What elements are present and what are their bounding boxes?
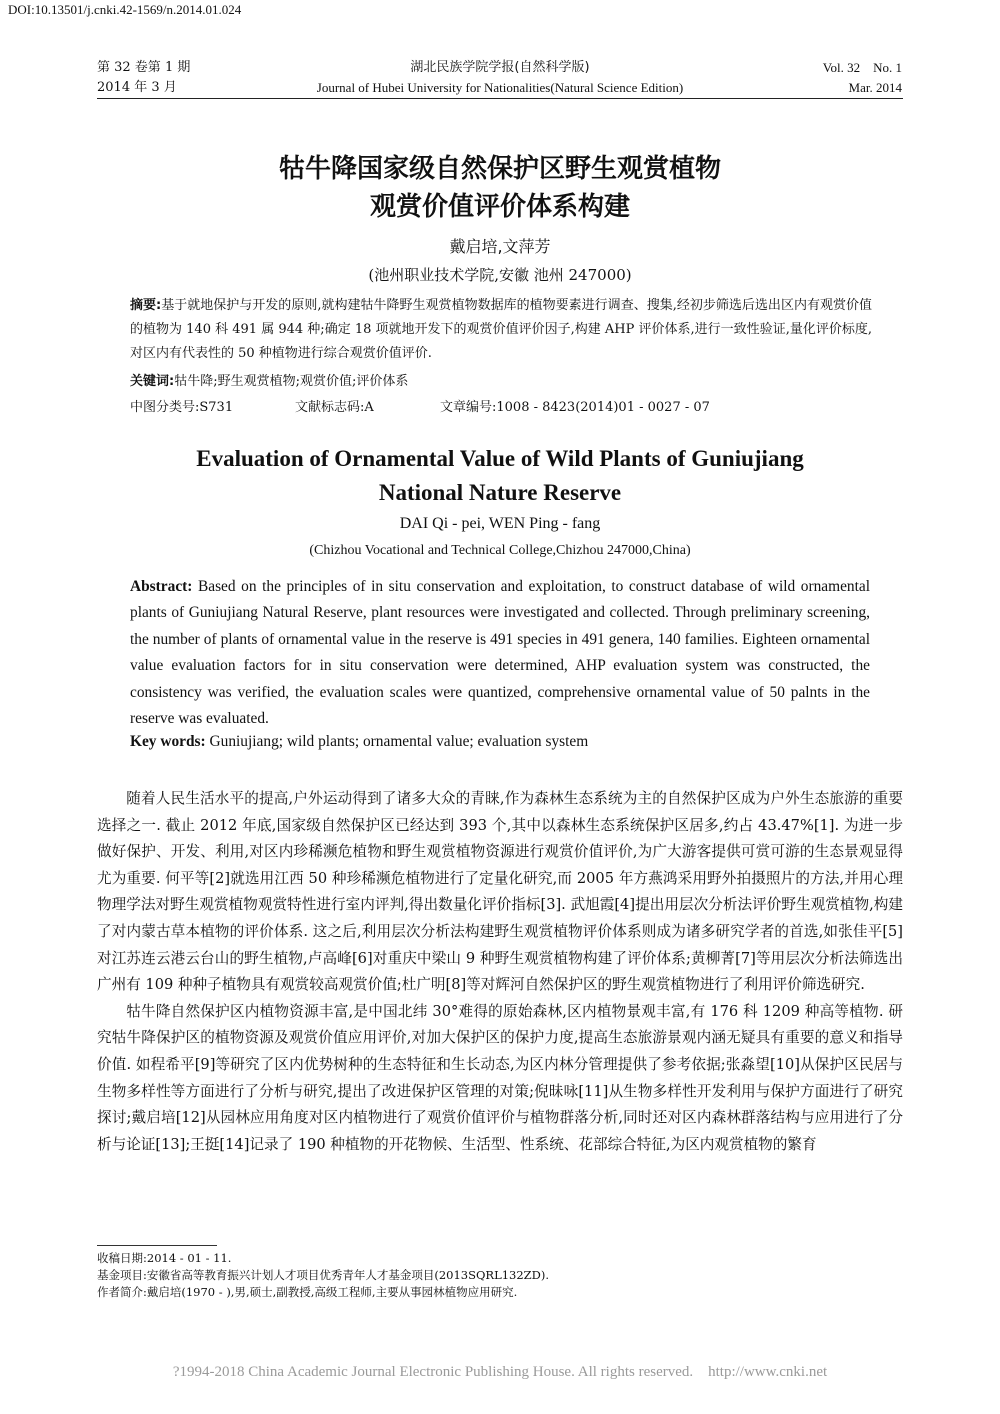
- volume-issue-en: Vol. 32 No. 1: [822, 60, 902, 75]
- volume-issue: 第 32 卷第 1 期: [97, 60, 191, 75]
- journal-name-en: Journal of Hubei University for Nationalities(Natural Science Edition): [316, 80, 684, 95]
- journal-name-cn: 湖北民族学院学报(自然科学版): [410, 60, 590, 75]
- copyright-watermark: ?1994-2018 China Academic Journal Electronic Publishing House. All rights reserved. http://www.cnki.net: [172, 1364, 828, 1380]
- abstract-cn-text: 基于就地保护与开发的原则,就构建牯牛降野生观赏植物数据库的植物要素进行调查、搜集,经初步筛选后选出区内有观赏价值的植物为 140 科 491 属 944 种;确定 18 项就地开发下的观赏价值评价因子,构建 AHP 评价体系,进行一致性验证,量化评价标度,对区内有代表性的 50 种植物进行综合观赏价值评价.: [130, 298, 872, 361]
- title-cn-line-2: 观赏价值评价体系构建: [369, 192, 630, 222]
- authors-cn: 戴启培,文萍芳: [449, 237, 551, 256]
- keywords-cn: [130, 370, 872, 389]
- keywords-en-text: Guniujiang; wild plants; ornamental value; evaluation system: [205, 733, 589, 750]
- title-cn-line-1: 牯牛降国家级自然保护区野生观赏植物: [278, 154, 721, 184]
- title-en-line-1: Evaluation of Ornamental Value of Wild Plants of Guniujiang: [196, 446, 804, 471]
- publication-date: 2014 年 3 月: [97, 80, 177, 95]
- footnote-rule: [97, 1245, 217, 1246]
- keywords-en-label: Key words:: [130, 733, 206, 750]
- body-paragraph-1: 随着人民生活水平的提高,户外运动得到了诸多大众的青睐,作为森林生态系统为主的自然保护区成为户外生态旅游的重要选择之一. 截止 2012 年底,国家级自然保护区已经达到 393 个,其中以森林生态系统保护区居多,约占 43.47%[1]. 为进一步做好保护、开发、利用,对区内珍稀濒危植物和野生观赏植物资源进行观赏价值评价,为广大游客提供可赏可游的生态景观显得尤为重要. 何平等[2]就选用江西 50 种珍稀濒危植物进行了定量化研究,而 2005 年方燕鸿采用野外拍摄照片的方法,并用心理物理学法对野生观赏植物观赏特性进行室内评判,得出数量化评价指标[3]. 武旭霞[4]提出用层次分析法评价野生观赏植物,构建了对内蒙古草本植物的评价体系. 这之后,利用层次分析法构建野生观赏植物评价体系则成为诸多研究学者的首选,如张佳平[5]对江苏连云港云台山的野生植物,卢高峰[6]对重庆中梁山 9 种野生观赏植物构建了评价体系;黄柳菁[7]等用层次分析法筛选出广州有 109 种种子植物具有观赏较高观赏价值;杜广明[8]等对辉河自然保护区的野生观赏植物进行了利用评价筛选研究.: [97, 790, 903, 994]
- affiliation-en: (Chizhou Vocational and Technical College,Chizhou 247000,China): [309, 543, 691, 558]
- authors-en: DAI Qi - pei, WEN Ping - fang: [399, 515, 601, 532]
- journal-volume-header-en: [823, 58, 902, 98]
- abstract-en-label: Abstract:: [130, 578, 193, 595]
- article-number: 文章编号:1008 - 8423(2014)01 - 0027 - 07: [440, 400, 710, 415]
- keywords-cn-label: 关键词:: [130, 374, 175, 389]
- document-code: 文献标志码:A: [295, 400, 374, 415]
- body-paragraph-2: 牯牛降自然保护区内植物资源丰富,是中国北纬 30°难得的原始森林,区内植物景观丰富,有 176 科 1209 种高等植物. 研究牯牛降保护区的植物资源及观赏价值应用评价,对加大保护区的保护力度,提高生态旅游景观内涵无疑具有重要的意义和指导价值. 如程希平[9]等研究了区内优势树种的生态特征和生长动态,为区内林分管理提供了参考依据;张淼望[10]从保护区民居与生物多样性等方面进行了分析与研究,提出了改进保护区管理的对策;倪昧咏[11]从生物多样性开发利用与保护方面进行了研究探讨;戴启培[12]从园林应用角度对区内植物进行了观赏价值评价与植物群落分析,同时还对区内森林群落结构与应用进行了分析与论证[13];王挺[14]记录了 190 种植物的开花物候、生活型、性系统、花部综合特征,为区内观赏植物的繁育: [97, 1002, 903, 1153]
- abstract-cn-label: 摘要:: [130, 298, 162, 313]
- body-text: [97, 786, 903, 1158]
- keywords-en: [130, 733, 870, 751]
- footnote-fund: 基金项目:安徽省高等教育振兴计划人才项目优秀青年人才基金项目(2013SQRL132ZD).: [97, 1268, 550, 1282]
- title-en-line-2: National Nature Reserve: [378, 480, 622, 505]
- paper-title-en: [100, 442, 900, 510]
- header-rule: [97, 98, 903, 99]
- footnotes: [97, 1250, 903, 1301]
- affiliation-cn: (池州职业技术学院,安徽 池州 247000): [368, 266, 632, 284]
- classification-line: [130, 396, 872, 415]
- doi-line: DOI:10.13501/j.cnki.42-1569/n.2014.01.024: [8, 2, 242, 17]
- abstract-cn: [130, 294, 872, 366]
- clc-number: 中图分类号:S731: [130, 400, 234, 415]
- keywords-cn-text: 牯牛降;野生观赏植物;观赏价值;评价体系: [174, 374, 409, 389]
- footnote-author: 作者简介:戴启培(1970 - ),男,硕士,副教授,高级工程师,主要从事园林植物应用研究.: [97, 1285, 518, 1299]
- publication-date-en: Mar. 2014: [848, 80, 902, 95]
- abstract-en: [130, 574, 870, 732]
- journal-name-header: [250, 58, 750, 98]
- journal-volume-header: [97, 58, 190, 98]
- footnote-received: 收稿日期:2014 - 01 - 11.: [97, 1251, 232, 1265]
- abstract-en-text: Based on the principles of in situ conservation and exploitation, to construct database of wild ornamental plants of Guniujiang Natural Reserve, plant resources were investigated and collected. Through preliminary screening, the number of plants of ornamental value in the reserve is 491 species in 491 genera, 140 families. Eighteen ornamental value evaluation factors for in situ conservation were determined, AHP evaluation system was constructed, the consistency was verified, the evaluation scales were quantized, comprehensive ornamental value of 50 palnts in the reserve was evaluated.: [130, 578, 870, 728]
- paper-title-cn: [100, 150, 900, 226]
